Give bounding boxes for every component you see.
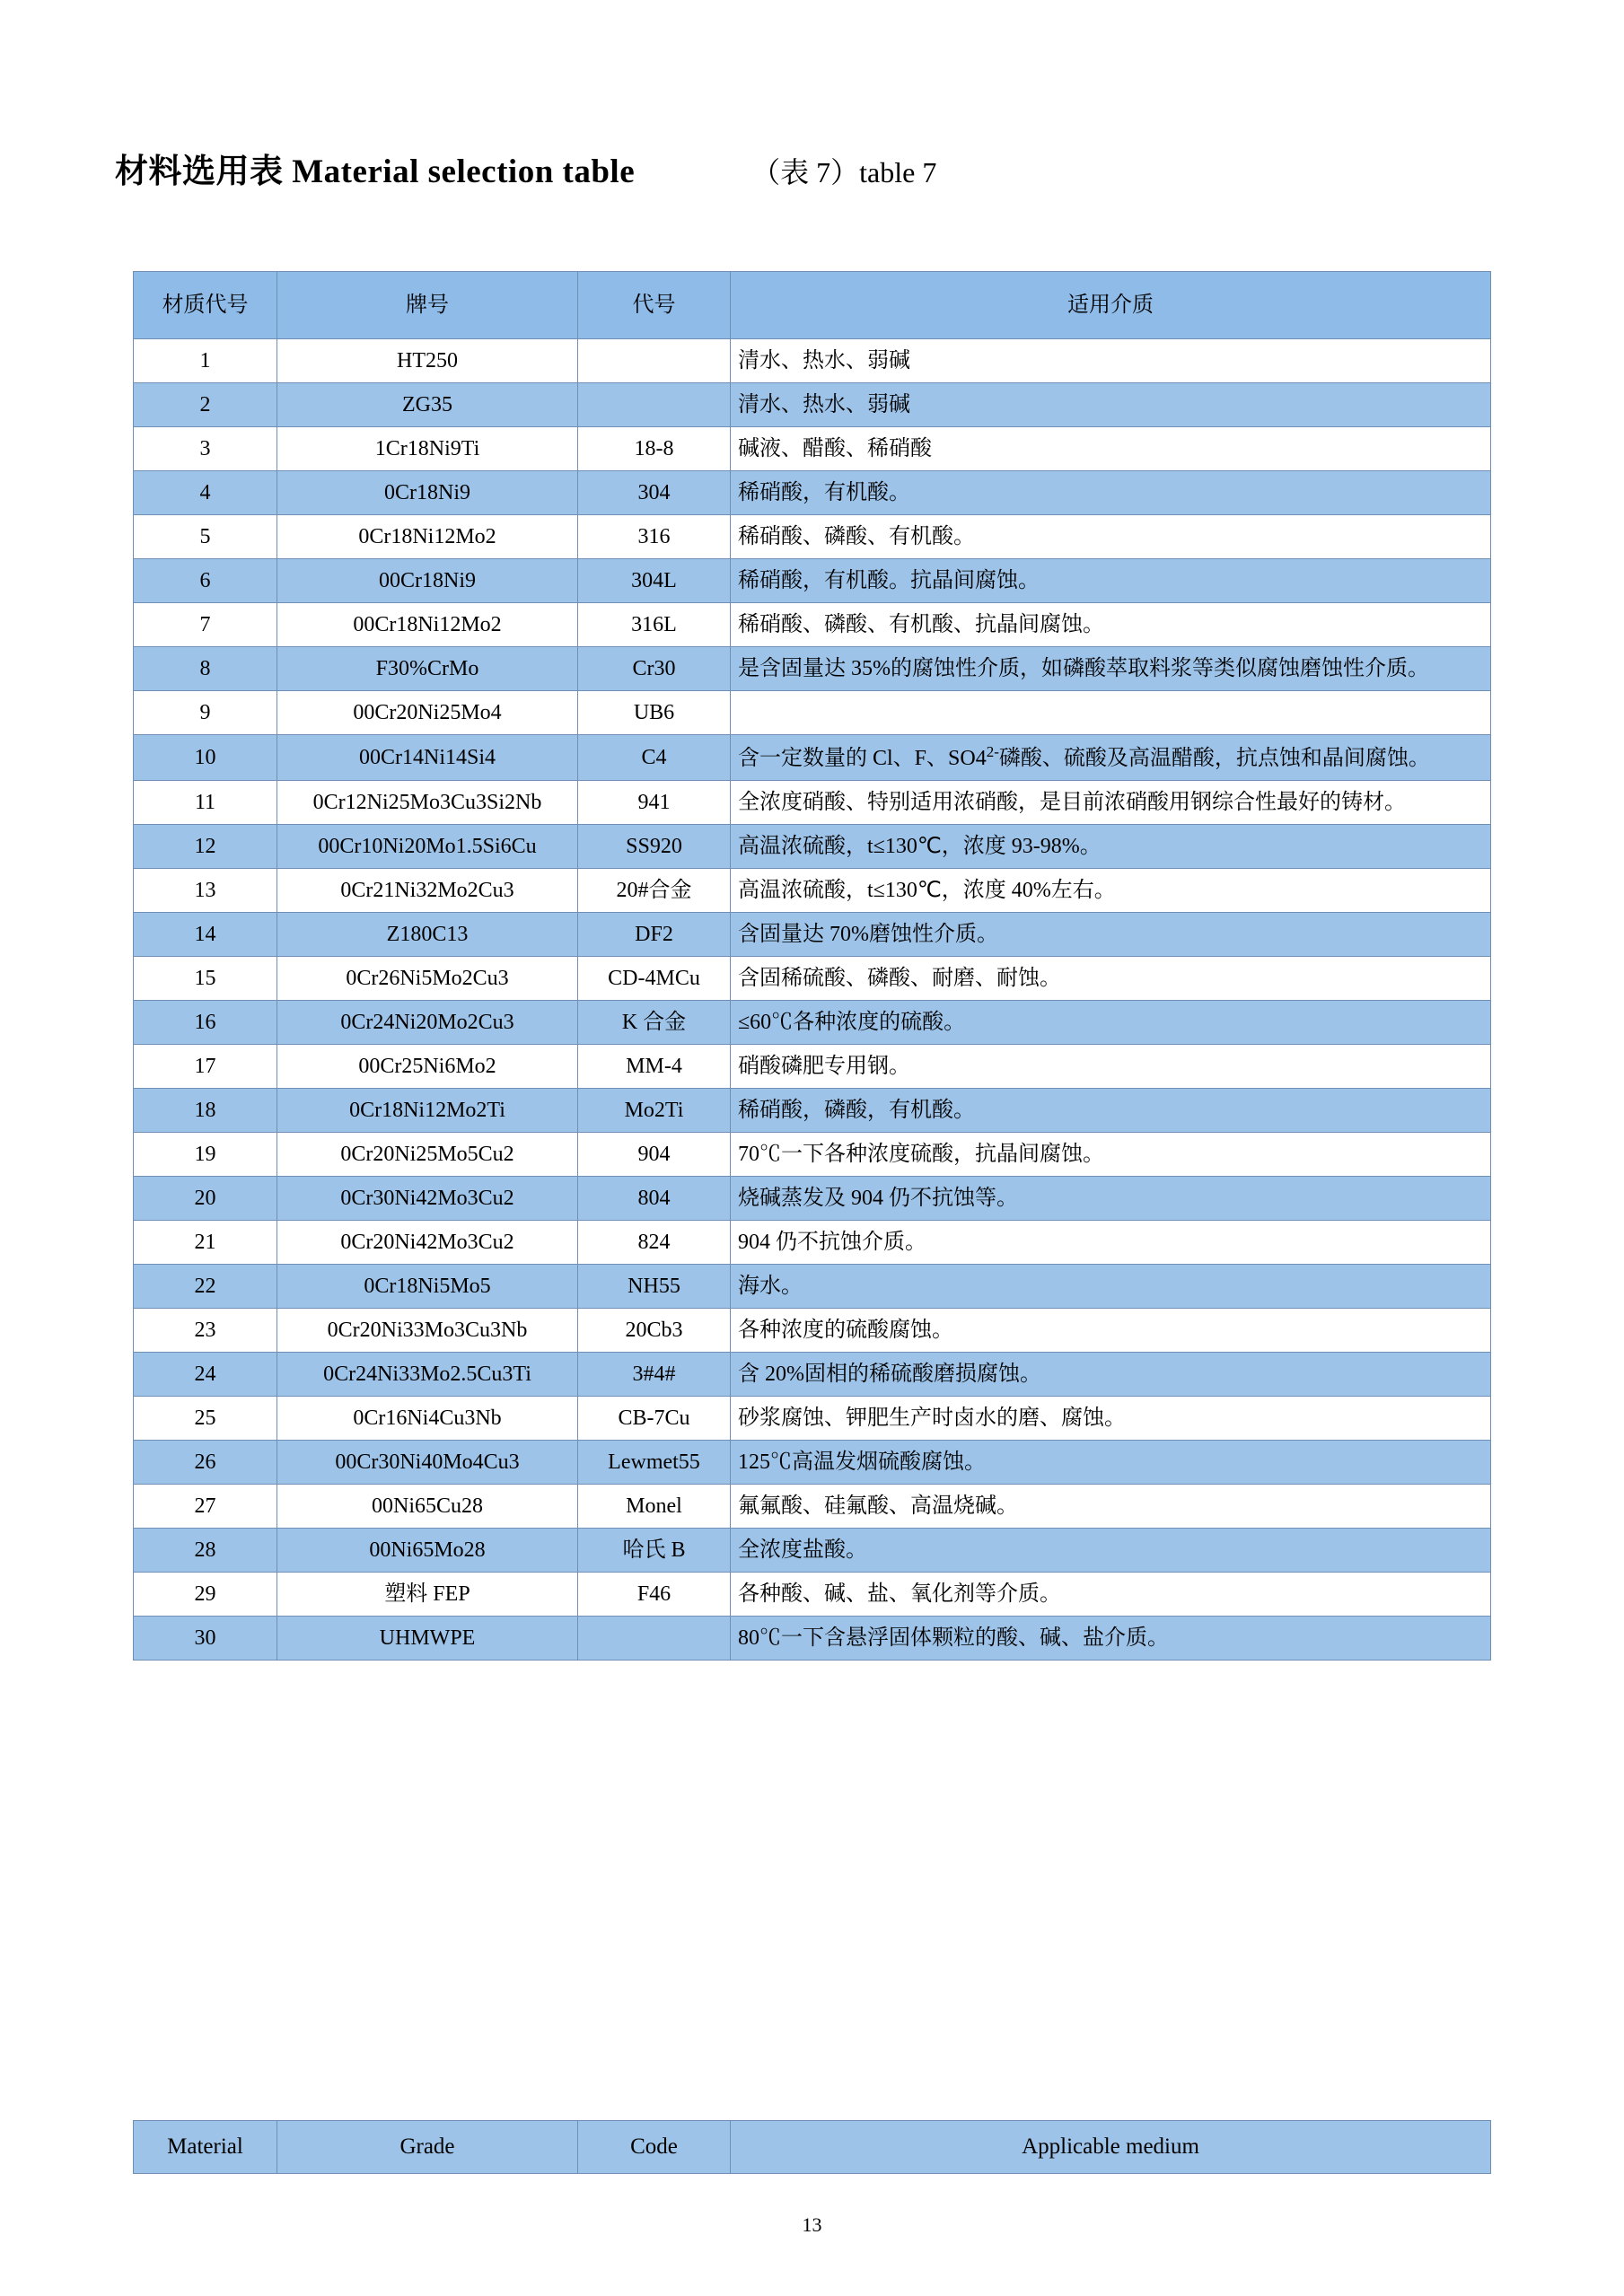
cell-material-code: 15 — [134, 957, 277, 1001]
cell-medium: 高温浓硫酸，t≤130℃，浓度 93-98%。 — [731, 825, 1491, 869]
cell-grade: 00Cr14Ni14Si4 — [277, 735, 578, 781]
cell-code: 316 — [578, 515, 731, 559]
cell-material-code: 19 — [134, 1133, 277, 1177]
cell-code: 哈氏 B — [578, 1529, 731, 1573]
cell-code: K 合金 — [578, 1001, 731, 1045]
cell-material-code: 26 — [134, 1441, 277, 1485]
cell-medium: 全浓度盐酸。 — [731, 1529, 1491, 1573]
cell-material-code: 14 — [134, 913, 277, 957]
table-row — [134, 1441, 1491, 1485]
cell-medium: ≤60℃各种浓度的硫酸。 — [731, 1001, 1491, 1045]
cell-medium: 80℃一下含悬浮固体颗粒的酸、碱、盐介质。 — [731, 1617, 1491, 1661]
cell-grade: 0Cr20Ni25Mo5Cu2 — [277, 1133, 578, 1177]
column-header-grade: 牌号 — [277, 272, 578, 339]
cell-medium: 含固量达 70%磨蚀性介质。 — [731, 913, 1491, 957]
cell-grade: 0Cr24Ni33Mo2.5Cu3Ti — [277, 1353, 578, 1397]
footer-column-header-material: Material — [134, 2121, 277, 2174]
cell-code: 804 — [578, 1177, 731, 1221]
cell-grade: 00Cr18Ni9 — [277, 559, 578, 603]
table-row — [134, 1001, 1491, 1045]
cell-material-code: 23 — [134, 1309, 277, 1353]
table-row — [134, 691, 1491, 735]
cell-medium: 含 20%固相的稀硫酸磨损腐蚀。 — [731, 1353, 1491, 1397]
cell-grade: 00Cr30Ni40Mo4Cu3 — [277, 1441, 578, 1485]
cell-medium: 全浓度硝酸、特别适用浓硝酸，是目前浓硝酸用钢综合性最好的铸材。 — [731, 781, 1491, 825]
cell-code: F46 — [578, 1573, 731, 1617]
material-selection-table-footer — [133, 2120, 1491, 2174]
cell-grade: ZG35 — [277, 383, 578, 427]
cell-code: 304 — [578, 471, 731, 515]
cell-medium: 氟氟酸、硅氟酸、高温烧碱。 — [731, 1485, 1491, 1529]
cell-material-code: 25 — [134, 1397, 277, 1441]
cell-grade: 0Cr24Ni20Mo2Cu3 — [277, 1001, 578, 1045]
cell-medium: 是含固量达 35%的腐蚀性介质，如磷酸萃取料浆等类似腐蚀磨蚀性介质。 — [731, 647, 1491, 691]
table-row — [134, 559, 1491, 603]
column-header-medium: 适用介质 — [731, 272, 1491, 339]
footer-column-header-grade: Grade — [277, 2121, 578, 2174]
cell-code: 941 — [578, 781, 731, 825]
cell-material-code: 29 — [134, 1573, 277, 1617]
cell-grade: 0Cr30Ni42Mo3Cu2 — [277, 1177, 578, 1221]
material-selection-table — [133, 271, 1491, 1661]
table-row — [134, 515, 1491, 559]
cell-medium: 含一定数量的 Cl、F、$SO4^{2-}$磷酸、硫酸及高温醋酸，抗点蚀和晶间腐蚀。 — [731, 735, 1491, 781]
cell-material-code: 24 — [134, 1353, 277, 1397]
table-row — [134, 869, 1491, 913]
cell-medium: 904 仍不抗蚀介质。 — [731, 1221, 1491, 1265]
cell-material-code: 11 — [134, 781, 277, 825]
table-row — [134, 427, 1491, 471]
footer-column-header-medium: Applicable medium — [731, 2121, 1491, 2174]
cell-grade: 00Cr25Ni6Mo2 — [277, 1045, 578, 1089]
page-title-sub: （表 7）table 7 — [751, 156, 937, 188]
table-row — [134, 1265, 1491, 1309]
cell-medium: 稀硝酸、磷酸、有机酸、抗晶间腐蚀。 — [731, 603, 1491, 647]
cell-grade: 0Cr20Ni42Mo3Cu2 — [277, 1221, 578, 1265]
cell-material-code: 6 — [134, 559, 277, 603]
table-row — [134, 1353, 1491, 1397]
cell-grade: 0Cr20Ni33Mo3Cu3Nb — [277, 1309, 578, 1353]
table-row — [134, 1221, 1491, 1265]
cell-material-code: 4 — [134, 471, 277, 515]
cell-material-code: 13 — [134, 869, 277, 913]
table-row — [134, 1177, 1491, 1221]
footer-header-row — [134, 2121, 1491, 2174]
cell-code: 20#合金 — [578, 869, 731, 913]
page-number: 13 — [802, 2213, 822, 2236]
cell-code — [578, 383, 731, 427]
table-row — [134, 1089, 1491, 1133]
cell-code — [578, 339, 731, 383]
table-row — [134, 957, 1491, 1001]
table-row — [134, 647, 1491, 691]
cell-medium: 70℃一下各种浓度硫酸，抗晶间腐蚀。 — [731, 1133, 1491, 1177]
page-title-main: 材料选用表 Material selection table — [115, 153, 636, 190]
table-row — [134, 1573, 1491, 1617]
table-row — [134, 1133, 1491, 1177]
cell-grade: 00Ni65Mo28 — [277, 1529, 578, 1573]
cell-medium: 各种酸、碱、盐、氧化剂等介质。 — [731, 1573, 1491, 1617]
cell-medium: 高温浓硫酸，t≤130℃，浓度 40%左右。 — [731, 869, 1491, 913]
cell-code — [578, 1617, 731, 1661]
cell-material-code: 21 — [134, 1221, 277, 1265]
table-row — [134, 1309, 1491, 1353]
cell-grade: 00Cr18Ni12Mo2 — [277, 603, 578, 647]
table-row — [134, 1529, 1491, 1573]
table-row — [134, 1397, 1491, 1441]
table-row — [134, 781, 1491, 825]
cell-material-code: 27 — [134, 1485, 277, 1529]
cell-code: Monel — [578, 1485, 731, 1529]
cell-medium: 清水、热水、弱碱 — [731, 383, 1491, 427]
cell-medium: 砂浆腐蚀、钾肥生产时卤水的磨、腐蚀。 — [731, 1397, 1491, 1441]
cell-code: 20Cb3 — [578, 1309, 731, 1353]
table-header-row — [134, 272, 1491, 339]
table-header — [134, 272, 1491, 339]
cell-material-code: 28 — [134, 1529, 277, 1573]
cell-code: Cr30 — [578, 647, 731, 691]
table-row — [134, 471, 1491, 515]
cell-material-code: 16 — [134, 1001, 277, 1045]
cell-material-code: 2 — [134, 383, 277, 427]
cell-material-code: 10 — [134, 735, 277, 781]
table-body — [134, 339, 1491, 1661]
cell-medium: 硝酸磷肥专用钢。 — [731, 1045, 1491, 1089]
column-header-material: 材质代号 — [134, 272, 277, 339]
cell-material-code: 3 — [134, 427, 277, 471]
cell-grade: 1Cr18Ni9Ti — [277, 427, 578, 471]
table-row — [134, 825, 1491, 869]
cell-grade: 0Cr12Ni25Mo3Cu3Si2Nb — [277, 781, 578, 825]
cell-grade: 0Cr18Ni9 — [277, 471, 578, 515]
cell-grade: 0Cr26Ni5Mo2Cu3 — [277, 957, 578, 1001]
table-row — [134, 339, 1491, 383]
cell-material-code: 17 — [134, 1045, 277, 1089]
cell-code: 3#4# — [578, 1353, 731, 1397]
page-title — [115, 144, 936, 192]
cell-medium: 碱液、醋酸、稀硝酸 — [731, 427, 1491, 471]
cell-medium: 稀硝酸，有机酸。抗晶间腐蚀。 — [731, 559, 1491, 603]
table-row — [134, 1617, 1491, 1661]
cell-grade: 0Cr16Ni4Cu3Nb — [277, 1397, 578, 1441]
table-row — [134, 913, 1491, 957]
cell-code: NH55 — [578, 1265, 731, 1309]
cell-grade: 00Ni65Cu28 — [277, 1485, 578, 1529]
cell-material-code: 20 — [134, 1177, 277, 1221]
cell-code: SS920 — [578, 825, 731, 869]
cell-code: UB6 — [578, 691, 731, 735]
cell-code: 904 — [578, 1133, 731, 1177]
cell-medium: 清水、热水、弱碱 — [731, 339, 1491, 383]
cell-material-code: 12 — [134, 825, 277, 869]
cell-medium: 稀硝酸，磷酸，有机酸。 — [731, 1089, 1491, 1133]
cell-medium: 各种浓度的硫酸腐蚀。 — [731, 1309, 1491, 1353]
column-header-code: 代号 — [578, 272, 731, 339]
cell-code: C4 — [578, 735, 731, 781]
footer-column-header-code: Code — [578, 2121, 731, 2174]
cell-grade: 0Cr18Ni12Mo2Ti — [277, 1089, 578, 1133]
cell-code: Lewmet55 — [578, 1441, 731, 1485]
table-row — [134, 603, 1491, 647]
cell-material-code: 7 — [134, 603, 277, 647]
cell-code: MM-4 — [578, 1045, 731, 1089]
cell-grade: UHMWPE — [277, 1617, 578, 1661]
cell-grade: HT250 — [277, 339, 578, 383]
cell-code: 304L — [578, 559, 731, 603]
cell-medium — [731, 691, 1491, 735]
cell-material-code: 22 — [134, 1265, 277, 1309]
table-row — [134, 1045, 1491, 1089]
cell-grade: 塑料 FEP — [277, 1573, 578, 1617]
cell-medium: 稀硝酸、磷酸、有机酸。 — [731, 515, 1491, 559]
cell-grade: 0Cr21Ni32Mo2Cu3 — [277, 869, 578, 913]
cell-code: 18-8 — [578, 427, 731, 471]
cell-medium: 125℃高温发烟硫酸腐蚀。 — [731, 1441, 1491, 1485]
cell-material-code: 9 — [134, 691, 277, 735]
cell-code: CD-4MCu — [578, 957, 731, 1001]
cell-medium: 稀硝酸，有机酸。 — [731, 471, 1491, 515]
cell-code: DF2 — [578, 913, 731, 957]
cell-grade: 0Cr18Ni12Mo2 — [277, 515, 578, 559]
cell-grade: 00Cr10Ni20Mo1.5Si6Cu — [277, 825, 578, 869]
cell-code: Mo2Ti — [578, 1089, 731, 1133]
cell-medium: 海水。 — [731, 1265, 1491, 1309]
cell-grade: F30%CrMo — [277, 647, 578, 691]
cell-medium: 烧碱蒸发及 904 仍不抗蚀等。 — [731, 1177, 1491, 1221]
cell-grade: Z180C13 — [277, 913, 578, 957]
cell-code: 824 — [578, 1221, 731, 1265]
cell-material-code: 5 — [134, 515, 277, 559]
table-row — [134, 735, 1491, 781]
cell-code: 316L — [578, 603, 731, 647]
cell-grade: 0Cr18Ni5Mo5 — [277, 1265, 578, 1309]
cell-material-code: 8 — [134, 647, 277, 691]
cell-material-code: 18 — [134, 1089, 277, 1133]
table-row — [134, 1485, 1491, 1529]
table-row — [134, 383, 1491, 427]
cell-material-code: 30 — [134, 1617, 277, 1661]
cell-medium: 含固稀硫酸、磷酸、耐磨、耐蚀。 — [731, 957, 1491, 1001]
cell-grade: 00Cr20Ni25Mo4 — [277, 691, 578, 735]
cell-code: CB-7Cu — [578, 1397, 731, 1441]
cell-material-code: 1 — [134, 339, 277, 383]
